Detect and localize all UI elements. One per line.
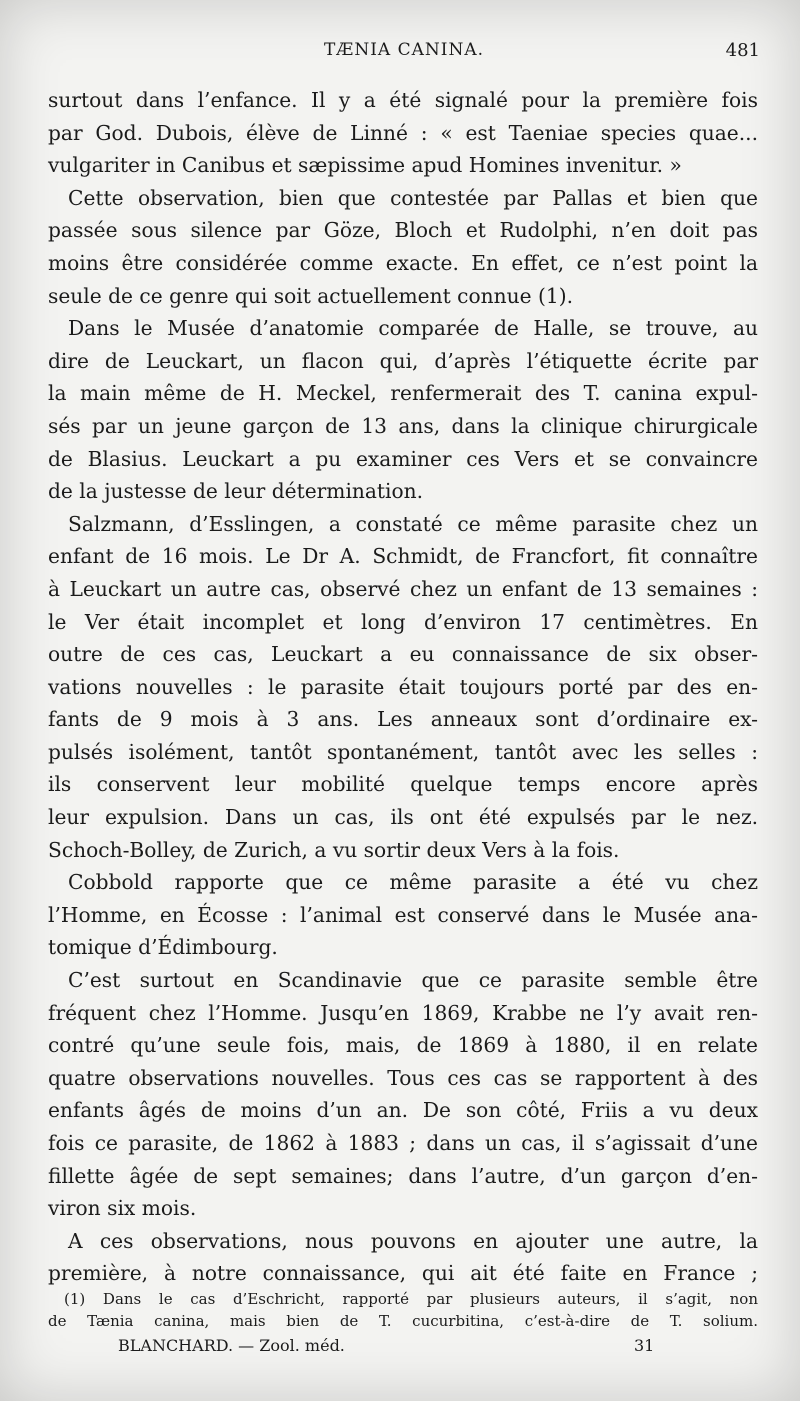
text-line: passée sous silence par Göze, Bloch et Rudolphi, n’en doit pas: [48, 218, 758, 243]
text-line: fois ce parasite, de 1862 à 1883 ; dans un cas, il s’agissait d’une: [48, 1131, 758, 1155]
body-text: [48, 84, 758, 1290]
paragraph-start-line: A ces observations, nous pouvons en ajouter une autre, la: [68, 1228, 758, 1253]
text-line: vations nouvelles : le parasite était toujours porté par des en-: [48, 674, 758, 699]
text-line: à Leuckart un autre cas, observé chez un enfant de 13 semaines :: [48, 576, 758, 601]
text-line: leur expulsion. Dans un cas, ils ont été expulsés par le nez.: [48, 805, 758, 830]
paragraph-start-line: Dans le Musée d’anatomie comparée de Halle, se trouve, au: [68, 316, 758, 341]
paragraph-start-line: Cette observation, bien que contestée par Pallas et bien que: [68, 185, 758, 210]
paragraph-start-line: Cobbold rapporte que ce même parasite a été vu chez: [68, 870, 758, 895]
footnotes: [48, 1288, 758, 1332]
text-line: viron six mois.: [48, 1196, 197, 1221]
text-line: l’Homme, en Écosse : l’animal est conservé dans le Musée ana-: [48, 902, 758, 927]
running-title: TÆNIA CANINA.: [323, 40, 485, 60]
text-line: tomique d’Édimbourg.: [48, 935, 278, 960]
text-line: quatre observations nouvelles. Tous ces cas se rapportent à des: [48, 1065, 758, 1090]
text-line: fillette âgée de sept semaines; dans l’autre, d’un garçon d’en-: [48, 1163, 758, 1188]
paragraph-start-line: C’est surtout en Scandinavie que ce parasite semble être: [68, 968, 758, 993]
text-line: moins être considérée comme exacte. En effet, ce n’est point la: [48, 250, 758, 275]
footnote-line: de Tænia canina, mais bien de T. cucurbitina, c’est-à-dire de T. solium.: [48, 1312, 758, 1330]
text-line: enfants âgés de moins d’un an. De son côté, Friis a vu deux: [48, 1098, 758, 1123]
text-line: ils conservent leur mobilité quelque temps encore après: [48, 772, 758, 797]
text-line: contré qu’une seule fois, mais, de 1869 à 1880, il en relate: [48, 1033, 758, 1058]
text-line: dire de Leuckart, un flacon qui, d’après l’étiquette écrite par: [48, 348, 758, 373]
text-line: surtout dans l’enfance. Il y a été signalé pour la première fois: [48, 88, 758, 112]
text-line: la main même de H. Meckel, renfermerait des T. canina expul-: [48, 381, 758, 406]
text-line: seule de ce genre qui soit actuellement connue (1).: [48, 283, 573, 308]
footnote-line: (1) Dans le cas d’Eschricht, rapporté par plusieurs auteurs, il s’agit, non: [64, 1290, 758, 1308]
text-line: enfant de 16 mois. Le Dr A. Schmidt, de Francfort, fit connaître: [48, 544, 758, 569]
text-line: fréquent chez l’Homme. Jusqu’en 1869, Krabbe ne l’y avait ren-: [48, 1000, 758, 1025]
text-line: par God. Dubois, élève de Linné : « est Taeniae species quae...: [48, 120, 758, 145]
running-head: [48, 40, 760, 66]
paragraph-start-line: Salzmann, d’Esslingen, a constaté ce même parasite chez un: [68, 511, 758, 536]
text-line: Schoch-Bolley, de Zurich, a vu sortir deux Vers à la fois.: [48, 837, 620, 862]
text-line: sés par un jeune garçon de 13 ans, dans la clinique chirurgicale: [48, 413, 758, 438]
text-line: fants de 9 mois à 3 ans. Les anneaux sont d’ordinaire ex-: [48, 707, 758, 732]
text-line: de Blasius. Leuckart a pu examiner ces Vers et se convaincre: [48, 446, 758, 471]
page-number: 481: [725, 40, 760, 61]
text-line: le Ver était incomplet et long d’environ 17 centimètres. En: [48, 609, 758, 634]
text-line: première, à notre connaissance, qui ait été faite en France ;: [48, 1261, 758, 1286]
page-footer: [68, 1336, 668, 1360]
text-line: pulsés isolément, tantôt spontanément, tantôt avec les selles :: [48, 739, 758, 764]
text-line: de la justesse de leur détermination.: [48, 479, 424, 504]
text-line: outre de ces cas, Leuckart a eu connaissance de six obser-: [48, 642, 758, 667]
footer-signature: BLANCHARD. — Zool. méd.: [118, 1336, 345, 1355]
text-line: vulgariter in Canibus et sæpissime apud Homines invenitur. »: [48, 153, 682, 178]
sheet-number: 31: [634, 1336, 655, 1355]
